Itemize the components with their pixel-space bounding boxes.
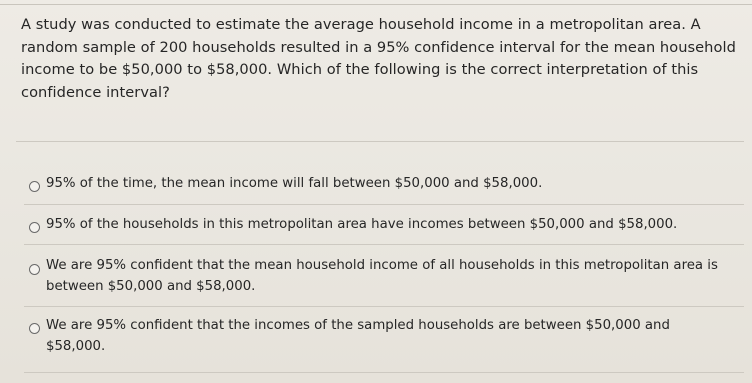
option-3-label: We are 95% confident that the mean household income of all households in this metropolitan area is between $50,000 and $58,000. [46,258,718,294]
option-divider-3 [24,306,744,307]
option-3-radio[interactable] [29,264,40,275]
option-divider-1 [24,204,744,205]
option-1-radio[interactable] [29,181,40,192]
option-2-radio[interactable] [29,222,40,233]
option-4-radio[interactable] [29,323,40,334]
option-4-label: We are 95% confident that the incomes of the sampled households are between $50,000 and $58,000. [46,318,670,354]
option-divider-2 [24,244,744,245]
option-1-label: 95% of the time, the mean income will fall between $50,000 and $58,000. [46,176,543,191]
top-divider [0,4,752,5]
option-2-label: 95% of the households in this metropolitan area have incomes between $50,000 and $58,000. [46,217,678,232]
question-text: A study was conducted to estimate the average household income in a metropolitan area. A random sample of 200 households resulted in a 95% confidence interval for the mean household income to be $50,000 to $58,000. Which of the following is the correct interpretation of this confidence interval? [21,16,736,101]
question-divider [16,141,744,142]
option-divider-4 [24,372,744,373]
